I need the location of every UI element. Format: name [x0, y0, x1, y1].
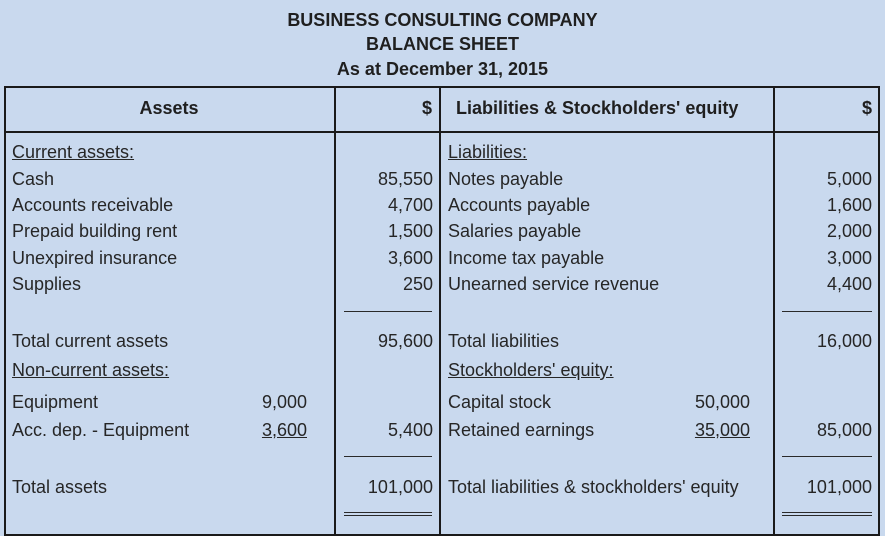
acc-dep-amount: 3,600 [261, 420, 307, 440]
net-equipment-amount: 5,400 [387, 420, 433, 440]
divider-amount-liabilities [439, 86, 441, 536]
total-rule [344, 456, 432, 457]
balance-sheet-table [4, 86, 880, 536]
total-assets-amount: 101,000 [367, 477, 433, 497]
equipment-cost: 9,000 [261, 392, 307, 412]
retained-earnings-label: Retained earnings [448, 420, 595, 440]
current-assets-heading: Current assets: [12, 142, 135, 162]
income-tax-payable-label: Income tax payable [448, 248, 605, 268]
accounts-payable-label: Accounts payable [448, 195, 591, 215]
sheet-date: As at December 31, 2015 [336, 59, 549, 79]
liabilities-double-rule-bottom [782, 515, 872, 516]
double-rule-top [344, 512, 432, 513]
capital-stock-label: Capital stock [448, 392, 552, 412]
liabilities-heading: Liabilities: [448, 142, 528, 162]
liabilities-total-rule [782, 456, 872, 457]
prepaid-rent-label: Prepaid building rent [12, 221, 178, 241]
salaries-payable-amount: 2,000 [826, 221, 872, 241]
sheet-title: BALANCE SHEET [365, 34, 519, 54]
notes-payable-label: Notes payable [448, 169, 564, 189]
divider-liabilities-amount [773, 86, 775, 536]
unearned-revenue-amount: 4,400 [826, 274, 872, 294]
accounts-receivable-label: Accounts receivable [12, 195, 174, 215]
total-assets-label: Total assets [12, 477, 108, 497]
liabilities-amount-column-header: $ [861, 98, 872, 118]
liabilities-double-rule-top [782, 512, 872, 513]
divider-assets-amount [334, 86, 336, 536]
equity-heading: Stockholders' equity: [448, 360, 614, 380]
grand-total-amount: 101,000 [806, 477, 872, 497]
assets-column-header: Assets [139, 98, 199, 118]
total-equity-amount: 85,000 [816, 420, 872, 440]
total-liabilities-amount: 16,000 [816, 331, 872, 351]
accounts-payable-amount: 1,600 [826, 195, 872, 215]
equipment-label: Equipment [12, 392, 99, 412]
acc-dep-label: Acc. dep. - Equipment [12, 420, 190, 440]
cash-label: Cash [12, 169, 55, 189]
total-liabilities-label: Total liabilities [448, 331, 560, 351]
salaries-payable-label: Salaries payable [448, 221, 582, 241]
unexpired-insurance-amount: 3,600 [387, 248, 433, 268]
accounts-receivable-amount: 4,700 [387, 195, 433, 215]
unexpired-insurance-label: Unexpired insurance [12, 248, 178, 268]
grand-total-label: Total liabilities & stockholders' equity [448, 477, 739, 497]
cash-amount: 85,550 [377, 169, 433, 189]
company-name: BUSINESS CONSULTING COMPANY [287, 10, 598, 30]
subtotal-rule [344, 311, 432, 312]
income-tax-payable-amount: 3,000 [826, 248, 872, 268]
total-current-assets-amount: 95,600 [377, 331, 433, 351]
total-current-assets-label: Total current assets [12, 331, 169, 351]
liabilities-column-header: Liabilities & Stockholders' equity [456, 98, 739, 118]
supplies-label: Supplies [12, 274, 82, 294]
retained-earnings-amount: 35,000 [694, 420, 750, 440]
prepaid-rent-amount: 1,500 [387, 221, 433, 241]
capital-stock-amount: 50,000 [694, 392, 750, 412]
assets-amount-column-header: $ [421, 98, 432, 118]
unearned-revenue-label: Unearned service revenue [448, 274, 660, 294]
noncurrent-assets-heading: Non-current assets: [12, 360, 170, 380]
liabilities-subtotal-rule [782, 311, 872, 312]
notes-payable-amount: 5,000 [826, 169, 872, 189]
double-rule-bottom [344, 515, 432, 516]
header-row-divider [4, 131, 880, 133]
supplies-amount: 250 [402, 274, 433, 294]
